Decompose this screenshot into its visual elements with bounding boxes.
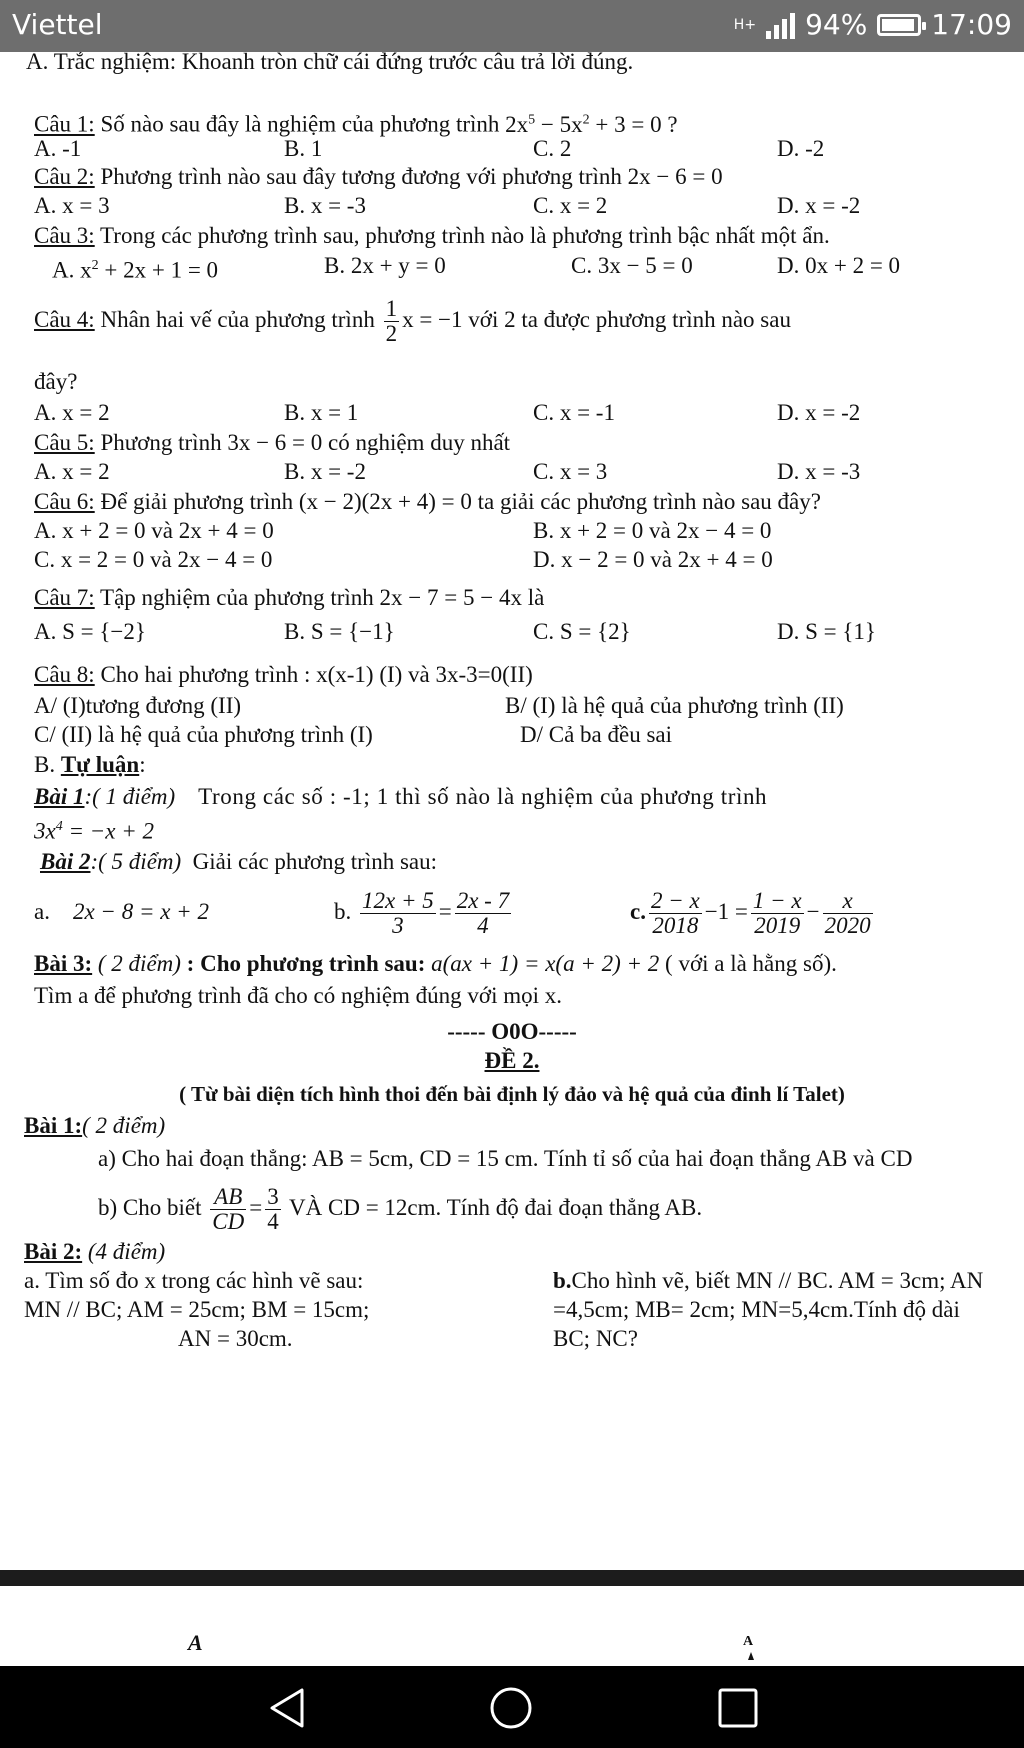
q1-option-b[interactable]: B. 1 [284, 136, 323, 161]
exam-2-title: ĐỀ 2. [484, 1048, 540, 1073]
battery-percent: 94% [805, 8, 868, 41]
q4-option-b[interactable]: B. x = 1 [284, 400, 359, 425]
q4-fraction: $\frac{1}{2}$ [385, 296, 398, 347]
exam-2-problem-1: Bài 1:( 2 điểm) [24, 1113, 166, 1138]
q7-option-d[interactable]: D. S = {1} [777, 619, 876, 644]
q1-option-c[interactable]: C. 2 [533, 136, 572, 161]
exam-2-problem-1a: a) Cho hai đoạn thẳng: AB = 5cm, CD = 15 cm. Tính tỉ số của hai đoạn thẳng AB và CD [98, 1146, 913, 1171]
separator: ----- O0O----- [447, 1019, 577, 1044]
battery-icon [877, 14, 921, 36]
exam-2-problem-2a-line3: AN = 30cm. [178, 1326, 293, 1351]
essay-2: Bài 2:( 5 điểm) Giải các phương trình sau: [40, 849, 438, 874]
exam-2-problem-2a-line2: MN // BC; AM = 25cm; BM = 15cm; [24, 1297, 370, 1322]
q4-option-d[interactable]: D. x = -2 [777, 400, 861, 425]
clock: 17:09 [931, 8, 1012, 41]
question-4: Câu 4: Nhân hai vế của phương trình $\frac{1}{2}$ x = −1 với 2 ta được phương trình nào sau [34, 296, 791, 347]
q2-option-d[interactable]: D. x = -2 [777, 193, 861, 218]
q8-option-a[interactable]: A/ (I)tương đương (II) [34, 693, 242, 718]
question-7: Câu 7: Tập nghiệm của phương trình 2x − 7 = 5 − 4x là [34, 585, 545, 610]
section-a-header: A. Trắc nghiệm: Khoanh tròn chữ cái đứng trước câu trả lời đúng. [26, 52, 634, 74]
essay-3-line2: Tìm a để phương trình đã cho có nghiệm đúng với mọi x. [34, 983, 563, 1008]
q2-option-a[interactable]: A. x = 3 [34, 193, 110, 218]
q7-option-b[interactable]: B. S = {−1} [284, 619, 395, 644]
essay-2a: a. 2x − 8 = x + 2 [34, 899, 209, 924]
q5-option-b[interactable]: B. x = -2 [284, 459, 366, 484]
question-8: Câu 8: Cho hai phương trình : x(x-1) (I) và 3x-3=0(II) [34, 662, 533, 687]
exam-2-problem-2a-line1: a. Tìm số đo x trong các hình vẽ sau: [24, 1268, 364, 1293]
exam-2-problem-2b-line2: =4,5cm; MB= 2cm; MN=5,4cm.Tính độ dài [553, 1297, 960, 1322]
q1-option-a[interactable]: A. -1 [34, 136, 82, 161]
q1-option-d[interactable]: D. -2 [777, 136, 825, 161]
q7-option-c[interactable]: C. S = {2} [533, 619, 631, 644]
home-icon[interactable] [489, 1686, 533, 1730]
q2-option-c[interactable]: C. x = 2 [533, 193, 608, 218]
q3-option-a[interactable]: A. $x^2 + 2x + 1 = 0$ [52, 257, 219, 283]
exam-2-problem-1b: b) Cho biết $\frac{AB}{CD}$ = $\frac{3}{4}$ VÀ CD = 12cm. Tính độ đai đoạn thẳng AB. [98, 1184, 703, 1235]
essay-1: Bài 1:( 1 điểm) Trong các số : -1; 1 thì số nào là nghiệm của phương trình [34, 784, 768, 809]
exam-2-problem-2b-line1: b.Cho hình vẽ, biết MN // BC. AM = 3cm; AN [553, 1268, 984, 1293]
question-5: Câu 5: Phương trình 3x − 6 = 0 có nghiệm duy nhất [34, 430, 511, 455]
q8-option-d[interactable]: D/ Cả ba đều sai [520, 722, 673, 747]
battery-fill [882, 19, 914, 31]
q5-option-c[interactable]: C. x = 3 [533, 459, 608, 484]
carrier-name: Viettel [12, 8, 103, 41]
question-3: Câu 3: Trong các phương trình sau, phương trình nào là phương trình bậc nhất một ẩn. [34, 223, 830, 248]
figure-label-right: A [743, 1634, 754, 1649]
figure-area [0, 1586, 1024, 1666]
document-page[interactable] [0, 52, 1024, 1570]
figure-label-left: A [188, 1630, 203, 1655]
q3-option-d[interactable]: D. 0x + 2 = 0 [777, 253, 901, 278]
back-icon[interactable] [266, 1686, 310, 1730]
signal-icon [766, 11, 795, 39]
q3-option-b[interactable]: B. 2x + y = 0 [324, 253, 446, 278]
q5-option-d[interactable]: D. x = -3 [777, 459, 861, 484]
figure-vertex-icon [748, 1652, 754, 1660]
q2-option-b[interactable]: B. x = -3 [284, 193, 366, 218]
section-b-header: B. Tự luận: [34, 752, 146, 777]
network-type: H+ [733, 16, 757, 33]
q6-option-d[interactable]: D. x − 2 = 0 và 2x + 4 = 0 [533, 547, 773, 572]
essay-3: Bài 3: ( 2 điểm) : Cho phương trình sau: a(ax + 1) = x(a + 2) + 2 ( với a là hằng số). [34, 951, 837, 976]
q1-equation: $2x^5 - 5x^2 + 3 = 0$ ? [505, 111, 678, 137]
question-6: Câu 6: Để giải phương trình (x − 2)(2x + 4) = 0 ta giải các phương trình nào sau đây? [34, 489, 821, 514]
q6-option-a[interactable]: A. x + 2 = 0 và 2x + 4 = 0 [34, 518, 274, 543]
exam-2-problem-2: Bài 2: (4 điểm) [24, 1239, 166, 1264]
recent-apps-icon[interactable] [716, 1686, 760, 1730]
q8-option-b[interactable]: B/ (I) là hệ quả của phương trình (II) [505, 693, 844, 718]
exam-2-problem-2b-line3: BC; NC? [553, 1326, 638, 1351]
q8-option-c[interactable]: C/ (II) là hệ quả của phương trình (I) [34, 722, 373, 747]
status-icons [734, 8, 1012, 41]
navigation-bar [0, 1666, 1024, 1748]
q4-option-c[interactable]: C. x = -1 [533, 400, 615, 425]
essay-2c: c. $\frac{2 - x}{2018}$ −1 = $\frac{1 - x}{2019}$ − $\frac{x}{2020}$ [630, 888, 871, 939]
question-2: Câu 2: Phương trình nào sau đây tương đương với phương trình 2x − 6 = 0 [34, 164, 723, 189]
q4-continuation: đây? [34, 369, 78, 394]
q7-option-a[interactable]: A. S = {−2} [34, 619, 146, 644]
page-divider [0, 1570, 1024, 1586]
q3-option-c[interactable]: C. 3x − 5 = 0 [571, 253, 693, 278]
essay-2b: b. $\frac{12x + 5}{3}$ = $\frac{2x - 7}{4}$ [334, 888, 510, 939]
q5-option-a[interactable]: A. x = 2 [34, 459, 110, 484]
status-bar [0, 0, 1024, 52]
q4-option-a[interactable]: A. x = 2 [34, 400, 110, 425]
q6-option-b[interactable]: B. x + 2 = 0 và 2x − 4 = 0 [533, 518, 772, 543]
essay-1-equation: $3x^4 = -x + 2$ [34, 818, 154, 844]
question-1: Câu 1: Số nào sau đây là nghiệm của phương trình $2x^5 - 5x^2 + 3 = 0$ ? [34, 111, 678, 137]
exam-2-subtitle: ( Từ bài diện tích hình thoi đến bài định lý đảo và hệ quả của đinh lí Talet) [179, 1082, 845, 1106]
q6-option-c[interactable]: C. x = 2 = 0 và 2x − 4 = 0 [34, 547, 273, 572]
